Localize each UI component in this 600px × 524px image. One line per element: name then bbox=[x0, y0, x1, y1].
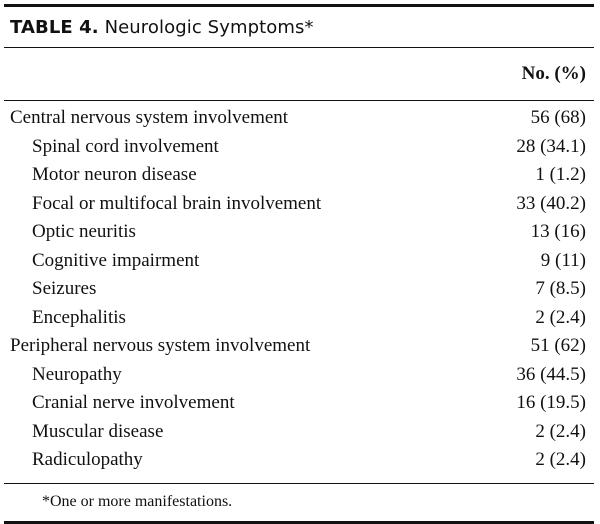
table-row-spinal-cord bbox=[4, 133, 594, 162]
row-value: 13 (16) bbox=[530, 221, 586, 243]
table-row-motor-neuron bbox=[4, 161, 594, 190]
table-row-cns bbox=[4, 104, 594, 133]
row-value: 28 (34.1) bbox=[516, 135, 586, 157]
table-row-brain-involvement bbox=[4, 190, 594, 219]
row-label: Seizures bbox=[32, 278, 97, 300]
neurologic-symptoms-table bbox=[4, 4, 594, 524]
row-label: Motor neuron disease bbox=[32, 164, 197, 186]
row-label: Muscular disease bbox=[32, 420, 164, 442]
row-value: 51 (62) bbox=[530, 335, 586, 357]
table-body bbox=[4, 101, 594, 483]
row-label: Neuropathy bbox=[32, 363, 122, 385]
row-label: Optic neuritis bbox=[32, 221, 136, 243]
row-label: Cognitive impairment bbox=[32, 249, 200, 271]
table-title-text: Neurologic Symptoms* bbox=[104, 16, 314, 38]
row-value: 2 (2.4) bbox=[535, 449, 586, 471]
table-row-encephalitis bbox=[4, 304, 594, 333]
table-row-cognitive bbox=[4, 247, 594, 276]
row-value: 2 (2.4) bbox=[535, 306, 586, 328]
table-row-neuropathy bbox=[4, 361, 594, 390]
table-title bbox=[4, 7, 594, 47]
row-value: 16 (19.5) bbox=[516, 392, 586, 414]
row-value: 9 (11) bbox=[540, 249, 586, 271]
row-label: Cranial nerve involvement bbox=[32, 392, 235, 414]
table-row-muscular bbox=[4, 418, 594, 447]
bottom-rule bbox=[4, 521, 594, 524]
table-row-optic-neuritis bbox=[4, 218, 594, 247]
row-label: Peripheral nervous system involvement bbox=[10, 335, 311, 357]
column-header-row bbox=[4, 48, 594, 100]
row-value: 2 (2.4) bbox=[535, 420, 586, 442]
table-row-cranial-nerve bbox=[4, 389, 594, 418]
row-label: Radiculopathy bbox=[32, 449, 143, 471]
row-value: 56 (68) bbox=[530, 107, 586, 129]
table-title-label: TABLE 4. bbox=[10, 16, 99, 38]
row-label: Spinal cord involvement bbox=[32, 135, 219, 157]
table-footnote: *One or more manifestations. bbox=[42, 493, 233, 510]
row-value: 1 (1.2) bbox=[535, 164, 586, 186]
row-value: 7 (8.5) bbox=[535, 278, 586, 300]
row-value: 33 (40.2) bbox=[516, 192, 586, 214]
row-label: Focal or multifocal brain involvement bbox=[32, 192, 322, 214]
table-row-pns bbox=[4, 332, 594, 361]
table-row-seizures bbox=[4, 275, 594, 304]
column-header-count-percent: No. (%) bbox=[521, 63, 586, 84]
row-label: Encephalitis bbox=[32, 306, 126, 328]
row-label: Central nervous system involvement bbox=[10, 107, 289, 129]
table-row-radiculopathy bbox=[4, 446, 594, 475]
row-value: 36 (44.5) bbox=[516, 363, 586, 385]
